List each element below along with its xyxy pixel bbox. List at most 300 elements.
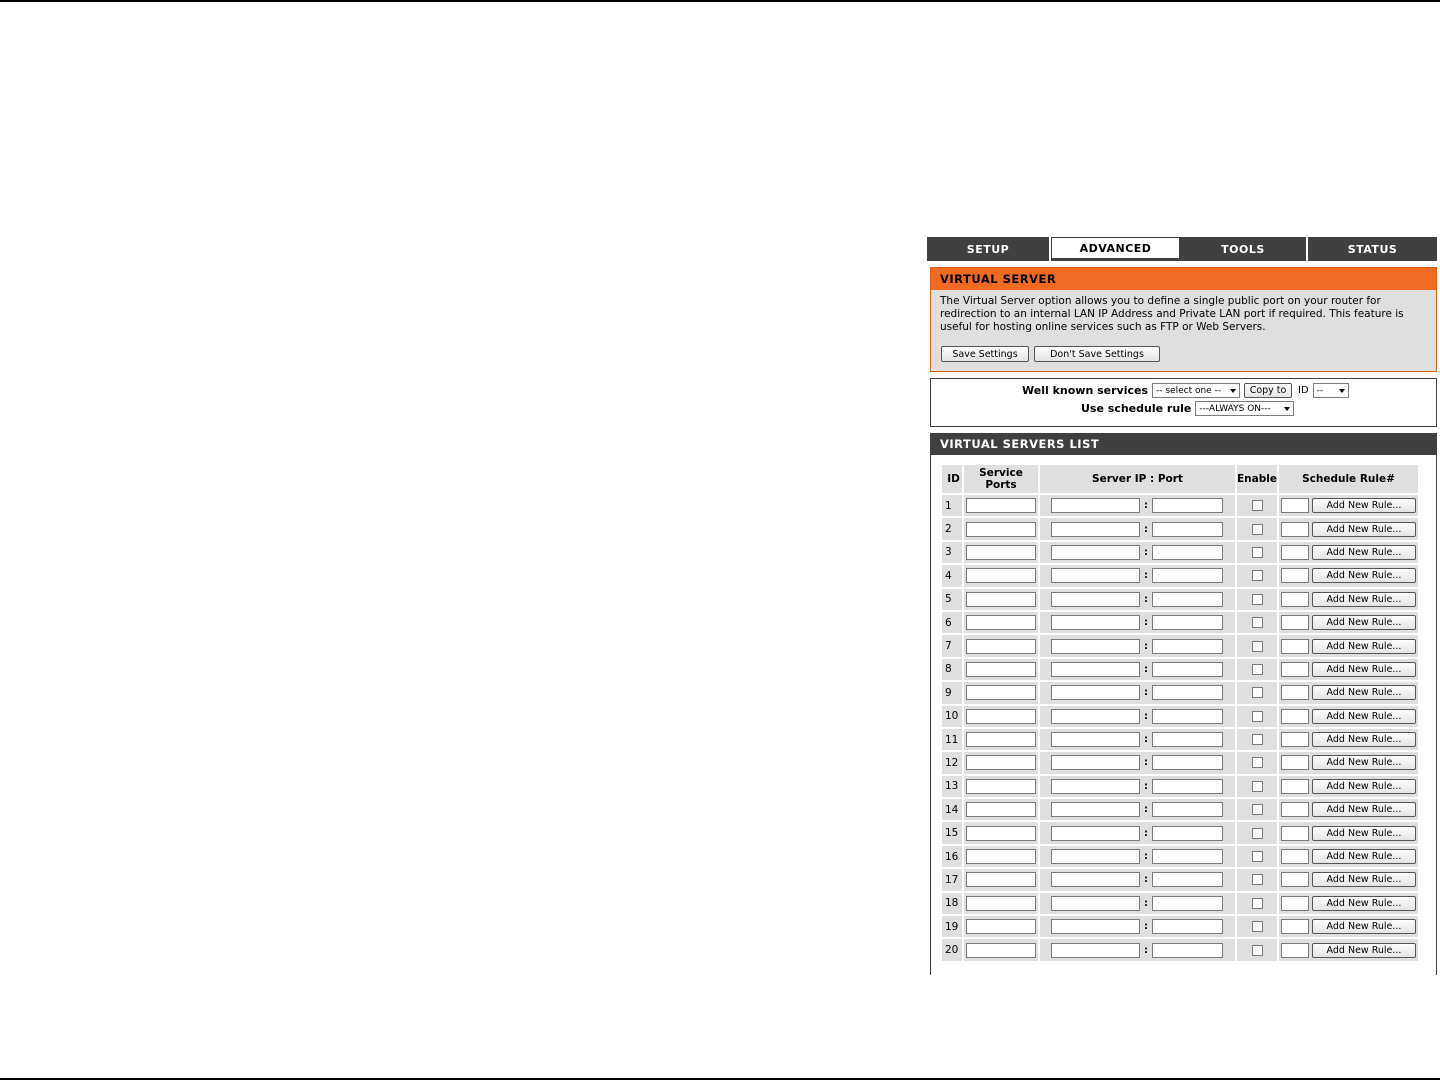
server-port-input[interactable] xyxy=(1152,498,1223,513)
enable-checkbox[interactable] xyxy=(1252,664,1263,675)
service-ports-cell xyxy=(964,612,1038,633)
ip-port-separator: : xyxy=(1144,851,1148,863)
server-port-input[interactable] xyxy=(1152,732,1223,747)
service-ports-input[interactable] xyxy=(966,639,1036,654)
row-id: 19 xyxy=(942,916,962,937)
schedule-rule-cell xyxy=(1279,752,1418,773)
service-ports-input[interactable] xyxy=(966,802,1036,817)
service-ports-input[interactable] xyxy=(966,615,1036,630)
schedule-rule-cell xyxy=(1279,706,1418,727)
service-ports-input[interactable] xyxy=(966,755,1036,770)
top-nav-tabs xyxy=(927,237,1437,261)
ip-port-separator: : xyxy=(1144,593,1148,605)
service-ports-input[interactable] xyxy=(966,498,1036,513)
schedule-rule-input[interactable] xyxy=(1281,639,1309,654)
server-ip-input[interactable] xyxy=(1051,779,1140,794)
table-row xyxy=(942,916,1418,937)
server-port-input[interactable] xyxy=(1152,802,1223,817)
server-ip-port-cell xyxy=(1040,612,1235,633)
row-id: 6 xyxy=(942,612,962,633)
enable-checkbox[interactable] xyxy=(1252,711,1263,722)
ip-port-separator: : xyxy=(1144,827,1148,839)
schedule-rule-cell xyxy=(1279,565,1418,586)
schedule-rule-input[interactable] xyxy=(1281,779,1309,794)
server-ip-input[interactable] xyxy=(1051,732,1140,747)
service-ports-cell xyxy=(964,869,1038,890)
ip-port-separator: : xyxy=(1144,500,1148,512)
enable-cell xyxy=(1237,776,1277,797)
server-port-input[interactable] xyxy=(1152,849,1223,864)
add-new-rule-button[interactable]: Add New Rule... xyxy=(1312,872,1416,887)
enable-checkbox[interactable] xyxy=(1252,757,1263,768)
table-row xyxy=(942,682,1418,703)
schedule-rule-cell xyxy=(1279,589,1418,610)
schedule-rule-input[interactable] xyxy=(1281,826,1309,841)
service-ports-cell xyxy=(964,706,1038,727)
server-port-input[interactable] xyxy=(1152,826,1223,841)
enable-checkbox[interactable] xyxy=(1252,547,1263,558)
service-ports-cell xyxy=(964,542,1038,563)
service-ports-input[interactable] xyxy=(966,826,1036,841)
schedule-rule-cell xyxy=(1279,518,1418,539)
well-known-services-value: -- select one -- xyxy=(1156,385,1222,396)
row-id: 3 xyxy=(942,542,962,563)
add-new-rule-button[interactable]: Add New Rule... xyxy=(1312,896,1416,911)
enable-cell xyxy=(1237,916,1277,937)
server-port-input[interactable] xyxy=(1152,709,1223,724)
server-ip-port-cell xyxy=(1040,846,1235,867)
row-id: 15 xyxy=(942,822,962,843)
server-port-input[interactable] xyxy=(1152,568,1223,583)
schedule-rule-input[interactable] xyxy=(1281,802,1309,817)
enable-cell xyxy=(1237,495,1277,516)
enable-cell xyxy=(1237,542,1277,563)
virtual-servers-table xyxy=(940,463,1420,963)
add-new-rule-button[interactable]: Add New Rule... xyxy=(1312,755,1416,770)
enable-cell xyxy=(1237,893,1277,914)
virtual-server-title: VIRTUAL SERVER xyxy=(931,268,1436,290)
schedule-rule-cell xyxy=(1279,776,1418,797)
ip-port-separator: : xyxy=(1144,546,1148,558)
table-row xyxy=(942,729,1418,750)
add-new-rule-button[interactable]: Add New Rule... xyxy=(1312,639,1416,654)
server-ip-input[interactable] xyxy=(1051,568,1140,583)
row-id: 17 xyxy=(942,869,962,890)
enable-cell xyxy=(1237,869,1277,890)
add-new-rule-button[interactable]: Add New Rule... xyxy=(1312,545,1416,560)
service-ports-cell xyxy=(964,916,1038,937)
add-new-rule-button[interactable]: Add New Rule... xyxy=(1312,802,1416,817)
row-id: 8 xyxy=(942,659,962,680)
enable-checkbox[interactable] xyxy=(1252,828,1263,839)
table-header-row xyxy=(942,465,1418,493)
enable-checkbox[interactable] xyxy=(1252,500,1263,511)
save-settings-button[interactable]: Save Settings xyxy=(941,346,1029,362)
virtual-server-description: The Virtual Server option allows you to define a single public port on your router for redirection to an internal LAN IP Address and Private LAN port if required. This feature is useful for hosting online services such as FTP or Web Servers. xyxy=(940,295,1404,333)
service-ports-input[interactable] xyxy=(966,732,1036,747)
table-row xyxy=(942,589,1418,610)
server-ip-port-cell xyxy=(1040,682,1235,703)
schedule-rule-input[interactable] xyxy=(1281,919,1309,934)
server-port-input[interactable] xyxy=(1152,545,1223,560)
tab-status[interactable]: STATUS xyxy=(1308,237,1437,261)
table-row xyxy=(942,939,1418,960)
server-ip-port-cell xyxy=(1040,939,1235,960)
server-ip-input[interactable] xyxy=(1051,615,1140,630)
schedule-rule-cell xyxy=(1279,612,1418,633)
enable-checkbox[interactable] xyxy=(1252,734,1263,745)
schedule-rule-input[interactable] xyxy=(1281,545,1309,560)
enable-checkbox[interactable] xyxy=(1252,570,1263,581)
server-ip-port-cell xyxy=(1040,729,1235,750)
add-new-rule-button[interactable]: Add New Rule... xyxy=(1312,685,1416,700)
schedule-rule-cell xyxy=(1279,495,1418,516)
service-ports-cell xyxy=(964,939,1038,960)
table-row xyxy=(942,495,1418,516)
add-new-rule-button[interactable]: Add New Rule... xyxy=(1312,732,1416,747)
server-ip-input[interactable] xyxy=(1051,802,1140,817)
service-ports-cell xyxy=(964,729,1038,750)
virtual-server-panel xyxy=(930,267,1437,372)
enable-cell xyxy=(1237,752,1277,773)
schedule-rule-input[interactable] xyxy=(1281,522,1309,537)
schedule-rule-input[interactable] xyxy=(1281,709,1309,724)
service-ports-cell xyxy=(964,659,1038,680)
server-ip-input[interactable] xyxy=(1051,849,1140,864)
service-ports-input[interactable] xyxy=(966,896,1036,911)
enable-cell xyxy=(1237,612,1277,633)
ip-port-separator: : xyxy=(1144,617,1148,629)
row-id: 4 xyxy=(942,565,962,586)
service-ports-cell xyxy=(964,589,1038,610)
schedule-rule-input[interactable] xyxy=(1281,732,1309,747)
schedule-rule-input[interactable] xyxy=(1281,896,1309,911)
enable-checkbox[interactable] xyxy=(1252,804,1263,815)
add-new-rule-button[interactable]: Add New Rule... xyxy=(1312,498,1416,513)
enable-cell xyxy=(1237,846,1277,867)
row-id: 2 xyxy=(942,518,962,539)
table-row xyxy=(942,518,1418,539)
service-ports-input[interactable] xyxy=(966,872,1036,887)
schedule-rule-value: ---ALWAYS ON--- xyxy=(1199,403,1271,414)
add-new-rule-button[interactable]: Add New Rule... xyxy=(1312,849,1416,864)
schedule-rule-cell xyxy=(1279,869,1418,890)
settings-buttons xyxy=(941,346,1160,362)
service-ports-input[interactable] xyxy=(966,779,1036,794)
server-ip-input[interactable] xyxy=(1051,639,1140,654)
ip-port-separator: : xyxy=(1144,804,1148,816)
tab-tools[interactable]: TOOLS xyxy=(1180,237,1308,261)
table-row xyxy=(942,565,1418,586)
server-ip-input[interactable] xyxy=(1051,943,1140,958)
enable-checkbox[interactable] xyxy=(1252,921,1263,932)
schedule-rule-cell xyxy=(1279,542,1418,563)
server-ip-input[interactable] xyxy=(1051,919,1140,934)
server-port-input[interactable] xyxy=(1152,662,1223,677)
schedule-rule-input[interactable] xyxy=(1281,849,1309,864)
server-port-input[interactable] xyxy=(1152,522,1223,537)
enable-checkbox[interactable] xyxy=(1252,641,1263,652)
schedule-rule-input[interactable] xyxy=(1281,498,1309,513)
table-row xyxy=(942,542,1418,563)
service-ports-cell xyxy=(964,565,1038,586)
server-port-input[interactable] xyxy=(1152,896,1223,911)
server-ip-port-cell xyxy=(1040,822,1235,843)
ip-port-separator: : xyxy=(1144,570,1148,582)
server-ip-input[interactable] xyxy=(1051,896,1140,911)
virtual-servers-list-panel xyxy=(930,433,1437,975)
enable-cell xyxy=(1237,939,1277,960)
id-label: ID xyxy=(1298,385,1309,396)
chevron-down-icon xyxy=(1230,389,1236,393)
table-row xyxy=(942,706,1418,727)
tab-setup[interactable]: SETUP xyxy=(927,237,1051,261)
ip-port-separator: : xyxy=(1144,874,1148,886)
server-ip-input[interactable] xyxy=(1051,826,1140,841)
ip-port-separator: : xyxy=(1144,757,1148,769)
service-ports-cell xyxy=(964,635,1038,656)
dont-save-settings-button[interactable]: Don't Save Settings xyxy=(1034,346,1160,362)
schedule-rule-input[interactable] xyxy=(1281,943,1309,958)
chevron-down-icon xyxy=(1284,407,1290,411)
ip-port-separator: : xyxy=(1144,944,1148,956)
enable-checkbox[interactable] xyxy=(1252,781,1263,792)
virtual-servers-list-title: VIRTUAL SERVERS LIST xyxy=(931,433,1436,455)
server-ip-port-cell xyxy=(1040,776,1235,797)
server-ip-input[interactable] xyxy=(1051,592,1140,607)
row-id: 9 xyxy=(942,682,962,703)
add-new-rule-button[interactable]: Add New Rule... xyxy=(1312,592,1416,607)
ip-port-separator: : xyxy=(1144,640,1148,652)
add-new-rule-button[interactable]: Add New Rule... xyxy=(1312,568,1416,583)
service-ports-cell xyxy=(964,752,1038,773)
schedule-rule-input[interactable] xyxy=(1281,592,1309,607)
enable-cell xyxy=(1237,565,1277,586)
server-ip-port-cell xyxy=(1040,565,1235,586)
schedule-rule-row xyxy=(1081,401,1294,416)
service-ports-input[interactable] xyxy=(966,685,1036,700)
ip-port-separator: : xyxy=(1144,523,1148,535)
server-ip-input[interactable] xyxy=(1051,545,1140,560)
enable-cell xyxy=(1237,729,1277,750)
server-port-input[interactable] xyxy=(1152,685,1223,700)
server-ip-port-cell xyxy=(1040,893,1235,914)
service-ports-input[interactable] xyxy=(966,662,1036,677)
service-ports-cell xyxy=(964,776,1038,797)
server-ip-port-cell xyxy=(1040,869,1235,890)
schedule-rule-cell xyxy=(1279,799,1418,820)
server-ip-input[interactable] xyxy=(1051,709,1140,724)
well-known-services-select[interactable] xyxy=(1152,383,1240,398)
well-known-services-panel xyxy=(930,378,1437,427)
chevron-down-icon xyxy=(1339,389,1345,393)
schedule-rule-select[interactable] xyxy=(1195,401,1294,416)
row-id: 10 xyxy=(942,706,962,727)
id-select-value: -- xyxy=(1316,385,1324,396)
server-port-input[interactable] xyxy=(1152,615,1223,630)
add-new-rule-button[interactable]: Add New Rule... xyxy=(1312,662,1416,677)
service-ports-input[interactable] xyxy=(966,849,1036,864)
schedule-rule-cell xyxy=(1279,635,1418,656)
server-ip-port-cell xyxy=(1040,752,1235,773)
server-ip-port-cell xyxy=(1040,916,1235,937)
header-service-ports: Service Ports xyxy=(964,465,1038,493)
add-new-rule-button[interactable]: Add New Rule... xyxy=(1312,709,1416,724)
enable-checkbox[interactable] xyxy=(1252,687,1263,698)
table-row xyxy=(942,659,1418,680)
table-row xyxy=(942,799,1418,820)
add-new-rule-button[interactable]: Add New Rule... xyxy=(1312,943,1416,958)
server-ip-input[interactable] xyxy=(1051,522,1140,537)
server-port-input[interactable] xyxy=(1152,919,1223,934)
add-new-rule-button[interactable]: Add New Rule... xyxy=(1312,919,1416,934)
service-ports-input[interactable] xyxy=(966,919,1036,934)
enable-checkbox[interactable] xyxy=(1252,898,1263,909)
schedule-rule-input[interactable] xyxy=(1281,685,1309,700)
schedule-rule-cell xyxy=(1279,729,1418,750)
server-port-input[interactable] xyxy=(1152,779,1223,794)
service-ports-input[interactable] xyxy=(966,522,1036,537)
service-ports-cell xyxy=(964,518,1038,539)
table-row xyxy=(942,846,1418,867)
table-body xyxy=(942,495,1418,961)
enable-cell xyxy=(1237,682,1277,703)
header-schedule-rule: Schedule Rule# xyxy=(1279,465,1418,493)
schedule-rule-input[interactable] xyxy=(1281,755,1309,770)
service-ports-cell xyxy=(964,495,1038,516)
server-ip-port-cell xyxy=(1040,542,1235,563)
service-ports-cell xyxy=(964,822,1038,843)
enable-checkbox[interactable] xyxy=(1252,945,1263,956)
enable-cell xyxy=(1237,635,1277,656)
header-server-ip-port: Server IP : Port xyxy=(1040,465,1235,493)
row-id: 14 xyxy=(942,799,962,820)
table-row xyxy=(942,776,1418,797)
enable-cell xyxy=(1237,589,1277,610)
add-new-rule-button[interactable]: Add New Rule... xyxy=(1312,522,1416,537)
enable-cell xyxy=(1237,706,1277,727)
service-ports-input[interactable] xyxy=(966,568,1036,583)
enable-cell xyxy=(1237,799,1277,820)
row-id: 13 xyxy=(942,776,962,797)
id-select[interactable] xyxy=(1313,383,1349,398)
service-ports-cell xyxy=(964,893,1038,914)
server-port-input[interactable] xyxy=(1152,639,1223,654)
server-port-input[interactable] xyxy=(1152,755,1223,770)
server-port-input[interactable] xyxy=(1152,872,1223,887)
ip-port-separator: : xyxy=(1144,897,1148,909)
schedule-rule-input[interactable] xyxy=(1281,568,1309,583)
top-rule xyxy=(0,0,1440,2)
schedule-rule-input[interactable] xyxy=(1281,872,1309,887)
bottom-rule xyxy=(0,1078,1440,1080)
schedule-rule-cell xyxy=(1279,822,1418,843)
header-id: ID xyxy=(942,465,962,493)
enable-checkbox[interactable] xyxy=(1252,874,1263,885)
server-ip-port-cell xyxy=(1040,495,1235,516)
schedule-rule-cell xyxy=(1279,916,1418,937)
server-ip-input[interactable] xyxy=(1051,755,1140,770)
schedule-rule-cell xyxy=(1279,939,1418,960)
table-row xyxy=(942,893,1418,914)
table-row xyxy=(942,635,1418,656)
server-ip-input[interactable] xyxy=(1051,872,1140,887)
row-id: 1 xyxy=(942,495,962,516)
ip-port-separator: : xyxy=(1144,734,1148,746)
server-ip-port-cell xyxy=(1040,706,1235,727)
enable-cell xyxy=(1237,659,1277,680)
enable-cell xyxy=(1237,518,1277,539)
ip-port-separator: : xyxy=(1144,687,1148,699)
table-row xyxy=(942,612,1418,633)
enable-checkbox[interactable] xyxy=(1252,594,1263,605)
row-id: 5 xyxy=(942,589,962,610)
add-new-rule-button[interactable]: Add New Rule... xyxy=(1312,779,1416,794)
enable-checkbox[interactable] xyxy=(1252,524,1263,535)
schedule-rule-cell xyxy=(1279,659,1418,680)
enable-cell xyxy=(1237,822,1277,843)
tab-advanced[interactable]: ADVANCED xyxy=(1051,237,1180,261)
row-id: 11 xyxy=(942,729,962,750)
well-known-services-label: Well known services xyxy=(1022,384,1149,397)
ip-port-separator: : xyxy=(1144,663,1148,675)
server-ip-input[interactable] xyxy=(1051,498,1140,513)
add-new-rule-button[interactable]: Add New Rule... xyxy=(1312,615,1416,630)
schedule-rule-input[interactable] xyxy=(1281,662,1309,677)
schedule-rule-cell xyxy=(1279,682,1418,703)
row-id: 18 xyxy=(942,893,962,914)
service-ports-input[interactable] xyxy=(966,709,1036,724)
enable-checkbox[interactable] xyxy=(1252,851,1263,862)
server-port-input[interactable] xyxy=(1152,592,1223,607)
row-id: 7 xyxy=(942,635,962,656)
server-ip-port-cell xyxy=(1040,589,1235,610)
service-ports-cell xyxy=(964,799,1038,820)
copy-to-button[interactable]: Copy to xyxy=(1244,383,1292,398)
add-new-rule-button[interactable]: Add New Rule... xyxy=(1312,826,1416,841)
table-row xyxy=(942,869,1418,890)
row-id: 12 xyxy=(942,752,962,773)
server-ip-port-cell xyxy=(1040,635,1235,656)
enable-checkbox[interactable] xyxy=(1252,617,1263,628)
service-ports-cell xyxy=(964,682,1038,703)
router-admin-page xyxy=(927,237,1437,957)
well-known-services-row xyxy=(1022,383,1349,398)
row-id: 16 xyxy=(942,846,962,867)
row-id: 20 xyxy=(942,939,962,960)
server-ip-port-cell xyxy=(1040,518,1235,539)
service-ports-input[interactable] xyxy=(966,943,1036,958)
table-row xyxy=(942,752,1418,773)
server-ip-input[interactable] xyxy=(1051,685,1140,700)
ip-port-separator: : xyxy=(1144,710,1148,722)
server-port-input[interactable] xyxy=(1152,943,1223,958)
service-ports-input[interactable] xyxy=(966,592,1036,607)
ip-port-separator: : xyxy=(1144,780,1148,792)
server-ip-input[interactable] xyxy=(1051,662,1140,677)
schedule-rule-input[interactable] xyxy=(1281,615,1309,630)
schedule-rule-cell xyxy=(1279,893,1418,914)
server-ip-port-cell xyxy=(1040,659,1235,680)
table-row xyxy=(942,822,1418,843)
header-enable: Enable xyxy=(1237,465,1277,493)
schedule-rule-label: Use schedule rule xyxy=(1081,402,1192,415)
schedule-rule-cell xyxy=(1279,846,1418,867)
ip-port-separator: : xyxy=(1144,921,1148,933)
service-ports-input[interactable] xyxy=(966,545,1036,560)
service-ports-cell xyxy=(964,846,1038,867)
server-ip-port-cell xyxy=(1040,799,1235,820)
